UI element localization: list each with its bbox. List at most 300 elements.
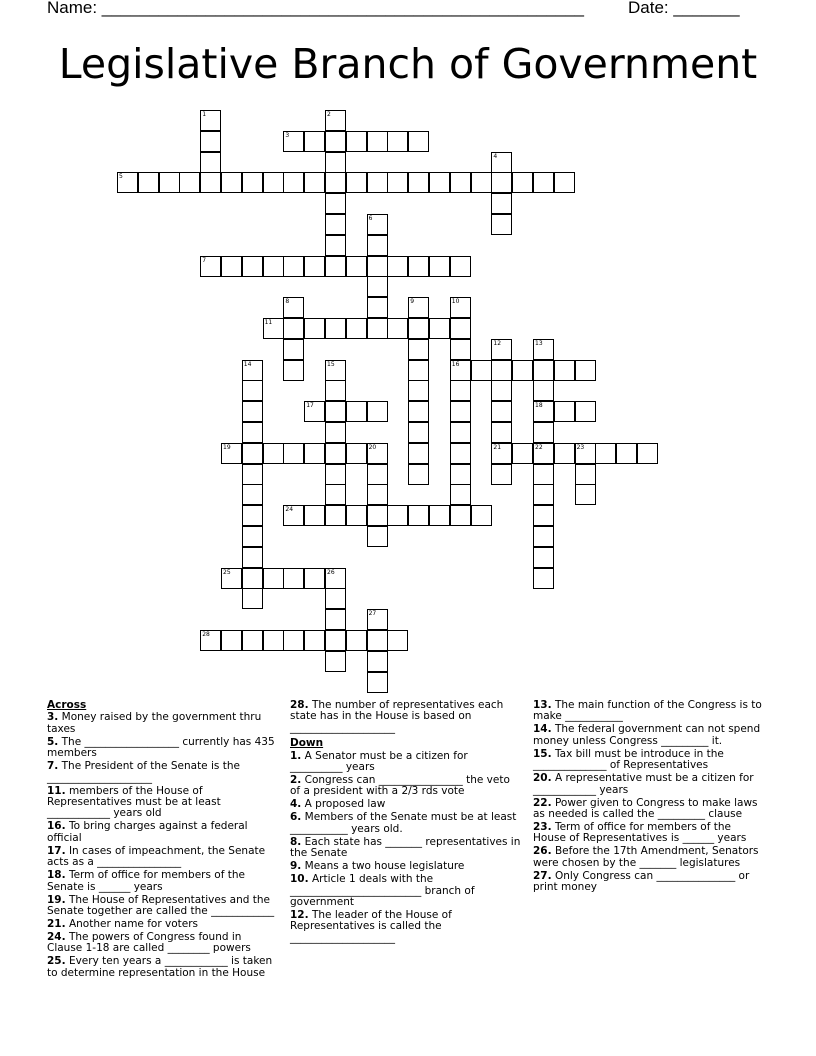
cell-number: 21	[493, 443, 502, 451]
crossword-cell[interactable]	[283, 318, 304, 339]
clue-number: 8.	[290, 835, 302, 848]
clue-number: 9.	[290, 860, 302, 873]
crossword-cell[interactable]	[471, 360, 492, 381]
clue-item	[290, 910, 522, 944]
crossword-cell[interactable]	[242, 630, 263, 651]
crossword-cell[interactable]	[242, 484, 263, 505]
crossword-cell[interactable]	[283, 360, 304, 381]
clue-item	[47, 786, 279, 820]
crossword-cell[interactable]	[346, 131, 367, 152]
crossword-cell[interactable]	[263, 318, 284, 339]
crossword-cell[interactable]	[450, 297, 471, 318]
across-heading: Across	[47, 699, 87, 711]
crossword-cell[interactable]	[450, 401, 471, 422]
crossword-cell[interactable]	[367, 484, 388, 505]
clue-number: 19.	[47, 893, 66, 906]
crossword-cell[interactable]	[159, 172, 180, 193]
crossword-cell[interactable]	[367, 651, 388, 672]
crossword-cell[interactable]	[242, 443, 263, 464]
clue-number: 21.	[47, 918, 66, 931]
crossword-cell[interactable]	[408, 464, 429, 485]
crossword-cell[interactable]	[283, 505, 304, 526]
clue-item	[290, 812, 522, 835]
crossword-cell[interactable]	[263, 172, 284, 193]
crossword-cell[interactable]	[263, 630, 284, 651]
clue-text: A proposed law	[304, 798, 386, 811]
crossword-cell[interactable]	[387, 172, 408, 193]
crossword-cell[interactable]	[242, 401, 263, 422]
crossword-cell[interactable]	[533, 526, 554, 547]
clue-item	[290, 751, 522, 774]
cell-number: 9	[410, 298, 415, 306]
crossword-cell[interactable]	[408, 360, 429, 381]
crossword-cell[interactable]	[450, 318, 471, 339]
crossword-cell[interactable]	[221, 568, 242, 589]
crossword-cell[interactable]	[387, 318, 408, 339]
clue-number: 26.	[533, 845, 552, 858]
clue-item	[47, 712, 279, 735]
crossword-cell[interactable]	[304, 172, 325, 193]
clue-text: The main function of the Congress is to make ___________	[533, 699, 762, 723]
crossword-cell[interactable]	[346, 401, 367, 422]
cell-number: 17	[306, 402, 314, 410]
crossword-cell[interactable]	[450, 360, 471, 381]
clue-item	[47, 932, 279, 955]
crossword-cell[interactable]	[408, 339, 429, 360]
clue-text: The federal government can not spend money unless Congress _________ it.	[533, 723, 761, 747]
crossword-cell[interactable]	[325, 568, 346, 589]
clue-item	[47, 737, 279, 760]
crossword-cell[interactable]	[367, 672, 388, 693]
crossword-cell[interactable]	[325, 235, 346, 256]
crossword-cell[interactable]	[367, 401, 388, 422]
clue-item	[290, 861, 522, 872]
crossword-cell[interactable]	[304, 256, 325, 277]
crossword-cell[interactable]	[346, 443, 367, 464]
crossword-cell[interactable]	[304, 401, 325, 422]
crossword-cell[interactable]	[263, 568, 284, 589]
crossword-cell[interactable]	[533, 380, 554, 401]
crossword-cell[interactable]	[117, 172, 138, 193]
crossword-cell[interactable]	[595, 443, 616, 464]
clue-item	[47, 919, 279, 930]
crossword-cell[interactable]	[242, 526, 263, 547]
crossword-cell[interactable]	[450, 484, 471, 505]
crossword-cell[interactable]	[221, 630, 242, 651]
crossword-cell[interactable]	[325, 464, 346, 485]
crossword-cell[interactable]	[325, 110, 346, 131]
crossword-cell[interactable]	[367, 214, 388, 235]
crossword-cell[interactable]	[491, 152, 512, 173]
crossword-cell[interactable]	[325, 505, 346, 526]
crossword-cell[interactable]	[450, 505, 471, 526]
crossword-cell[interactable]	[471, 172, 492, 193]
crossword-cell[interactable]	[533, 547, 554, 568]
clue-item	[47, 956, 279, 979]
clue-text: Power given to Congress to make laws as needed is called the _________ clause	[533, 796, 758, 821]
crossword-cell[interactable]	[367, 609, 388, 630]
clue-text: Another name for voters	[68, 918, 198, 931]
crossword-cell[interactable]	[304, 318, 325, 339]
crossword-cell[interactable]	[533, 172, 554, 193]
clue-text: Every ten years a ____________ is taken to determine representation in the House	[47, 955, 273, 979]
crossword-cell[interactable]	[283, 630, 304, 651]
crossword-cell[interactable]	[283, 339, 304, 360]
crossword-cell[interactable]	[325, 380, 346, 401]
cell-number: 1	[202, 111, 207, 118]
crossword-cell[interactable]	[533, 505, 554, 526]
crossword-cell[interactable]	[408, 401, 429, 422]
clue-number: 23.	[533, 821, 552, 834]
clue-item	[533, 773, 765, 796]
clue-item	[533, 749, 765, 772]
crossword-cell[interactable]	[346, 630, 367, 651]
cell-number: 24	[285, 506, 294, 514]
clue-text: Each state has _______ representatives in the Senate	[290, 835, 521, 860]
clue-text: The number of representatives each state has in the House is based on ____________________	[290, 699, 504, 734]
clue-text: Congress can ________________ the veto of a president with a 2/3 rds vote	[290, 774, 510, 798]
clue-number: 6.	[290, 811, 302, 824]
crossword-cell[interactable]	[242, 568, 263, 589]
crossword-cell[interactable]	[325, 609, 346, 630]
crossword-cell[interactable]	[346, 505, 367, 526]
crossword-cell[interactable]	[200, 172, 221, 193]
cell-number: 13	[535, 339, 543, 347]
cell-number: 3	[285, 131, 290, 139]
crossword-cell[interactable]	[408, 131, 429, 152]
down-clue-list	[290, 751, 522, 945]
crossword-cell[interactable]	[533, 464, 554, 485]
clue-text: A Senator must be a citizen for __________ years	[290, 749, 468, 774]
crossword-cell[interactable]	[367, 318, 388, 339]
crossword-cell[interactable]	[283, 256, 304, 277]
clue-item	[47, 821, 279, 844]
crossword-cell[interactable]	[367, 172, 388, 193]
crossword-cell[interactable]	[283, 443, 304, 464]
crossword-cell[interactable]	[325, 651, 346, 672]
crossword-cell[interactable]	[450, 464, 471, 485]
crossword-cell[interactable]	[325, 131, 346, 152]
crossword-cell[interactable]	[263, 443, 284, 464]
clue-item	[47, 761, 279, 784]
crossword-cell[interactable]	[283, 297, 304, 318]
crossword-cell[interactable]	[408, 443, 429, 464]
clue-text: A representative must be a citizen for ____________ years	[533, 772, 754, 796]
crossword-cell[interactable]	[408, 422, 429, 443]
crossword-cell[interactable]	[408, 256, 429, 277]
crossword-cell[interactable]	[304, 131, 325, 152]
crossword-cell[interactable]	[637, 443, 658, 464]
clue-number: 10.	[290, 873, 309, 886]
name-field[interactable]: Name: ___________________________________________________	[47, 0, 584, 17]
crossword-cell[interactable]	[471, 505, 492, 526]
clue-number: 25.	[47, 955, 66, 968]
crossword-cell[interactable]	[512, 360, 533, 381]
crossword-cell[interactable]	[575, 464, 596, 485]
crossword-cell[interactable]	[575, 401, 596, 422]
crossword-cell[interactable]	[304, 630, 325, 651]
clue-text: In cases of impeachment, the Senate acts as a ________________	[47, 844, 266, 869]
crossword-cell[interactable]	[325, 193, 346, 214]
crossword-cell[interactable]	[408, 172, 429, 193]
cell-number: 23	[576, 443, 585, 451]
crossword-cell[interactable]	[387, 256, 408, 277]
clue-number: 11.	[47, 784, 66, 797]
crossword-cell[interactable]	[367, 276, 388, 297]
cell-number: 27	[368, 610, 377, 618]
crossword-cell[interactable]	[533, 360, 554, 381]
cell-number: 18	[535, 402, 543, 410]
crossword-cell[interactable]	[242, 256, 263, 277]
clue-column-3	[533, 700, 765, 895]
crossword-cell[interactable]	[367, 131, 388, 152]
crossword-cell[interactable]	[283, 172, 304, 193]
crossword-cell[interactable]	[512, 443, 533, 464]
crossword-cell[interactable]	[346, 256, 367, 277]
crossword-cell[interactable]	[450, 256, 471, 277]
crossword-cell[interactable]	[325, 256, 346, 277]
crossword-cell[interactable]	[491, 172, 512, 193]
crossword-cell[interactable]	[367, 235, 388, 256]
crossword-cell[interactable]	[242, 588, 263, 609]
clue-text: The President of the Senate is the ____________________	[47, 760, 240, 784]
crossword-cell[interactable]	[429, 318, 450, 339]
crossword-cell[interactable]	[491, 193, 512, 214]
crossword-cell[interactable]	[325, 484, 346, 505]
clue-text: The House of Representatives and the Senate together are called the ____________	[47, 893, 275, 918]
crossword-cell[interactable]	[325, 422, 346, 443]
clue-text: Means a two house legislature	[304, 860, 465, 873]
clue-item	[290, 874, 522, 908]
cell-number: 19	[223, 443, 231, 451]
crossword-cell[interactable]	[242, 360, 263, 381]
clue-text: Members of the Senate must be at least ___________ years old.	[290, 811, 517, 835]
crossword-cell[interactable]	[491, 464, 512, 485]
crossword-cell[interactable]	[450, 380, 471, 401]
crossword-cell[interactable]	[387, 630, 408, 651]
cell-number: 6	[368, 215, 373, 222]
cell-number: 22	[535, 443, 543, 451]
crossword-cell[interactable]	[200, 256, 221, 277]
crossword-cell[interactable]	[242, 380, 263, 401]
crossword-cell[interactable]	[346, 172, 367, 193]
cell-number: 8	[285, 298, 290, 306]
clue-text: members of the House of Representatives must be at least ____________ years old	[47, 784, 221, 820]
crossword-cell[interactable]	[367, 526, 388, 547]
crossword-cell[interactable]	[325, 214, 346, 235]
crossword-cell[interactable]	[325, 172, 346, 193]
crossword-cell[interactable]	[221, 256, 242, 277]
crossword-cell[interactable]	[283, 131, 304, 152]
crossword-cell[interactable]	[533, 568, 554, 589]
clue-item	[533, 798, 765, 821]
cell-number: 26	[327, 568, 335, 576]
crossword-cell[interactable]	[429, 172, 450, 193]
clue-number: 24.	[47, 931, 66, 944]
cell-number: 28	[202, 631, 210, 638]
crossword-cell[interactable]	[429, 505, 450, 526]
crossword-cell[interactable]	[491, 214, 512, 235]
crossword-cell[interactable]	[512, 172, 533, 193]
clue-item	[290, 775, 522, 798]
clue-item	[47, 870, 279, 893]
clue-text: To bring charges against a federal official	[47, 820, 248, 844]
cell-number: 5	[119, 173, 123, 181]
clue-text: Money raised by the government thru taxes	[47, 711, 262, 735]
crossword-cell[interactable]	[325, 588, 346, 609]
crossword-cell[interactable]	[367, 443, 388, 464]
clue-item	[533, 724, 765, 747]
crossword-cell[interactable]	[533, 339, 554, 360]
clue-number: 13.	[533, 699, 552, 711]
crossword-cell[interactable]	[533, 422, 554, 443]
crossword-cell[interactable]	[304, 568, 325, 589]
clue-number: 17.	[47, 844, 66, 857]
crossword-cell[interactable]	[450, 339, 471, 360]
crossword-cell[interactable]	[325, 318, 346, 339]
crossword-cell[interactable]	[554, 172, 575, 193]
crossword-cell[interactable]	[450, 443, 471, 464]
crossword-cell[interactable]	[138, 172, 159, 193]
clue-number: 1.	[290, 749, 302, 762]
cell-number: 15	[327, 360, 335, 368]
clue-number: 14.	[533, 723, 552, 736]
clue-text: Tax bill must be introduce in the ______________ of Representatives	[533, 747, 724, 772]
crossword-cell[interactable]	[575, 484, 596, 505]
crossword-cell[interactable]	[491, 401, 512, 422]
crossword-cell[interactable]	[491, 339, 512, 360]
clue-item	[47, 846, 279, 869]
crossword-cell[interactable]	[179, 172, 200, 193]
clue-text: Term of office for members of the Senate is ______ years	[47, 869, 245, 893]
cell-number: 16	[451, 360, 460, 368]
crossword-cell[interactable]	[304, 443, 325, 464]
crossword-cell[interactable]	[304, 505, 325, 526]
cell-number: 10	[451, 298, 460, 306]
clue-text: The leader of the House of Representatives is called the ____________________	[290, 909, 452, 944]
crossword-cell[interactable]	[408, 380, 429, 401]
crossword-cell[interactable]	[263, 256, 284, 277]
clue-number: 27.	[533, 869, 552, 882]
crossword-cell[interactable]	[408, 318, 429, 339]
cell-number: 4	[493, 152, 498, 160]
crossword-cell[interactable]	[242, 505, 263, 526]
crossword-cell[interactable]	[387, 131, 408, 152]
clue-item	[533, 846, 765, 869]
crossword-cell[interactable]	[200, 131, 221, 152]
crossword-cell[interactable]	[554, 360, 575, 381]
clue-item	[533, 871, 765, 894]
cell-number: 7	[202, 256, 207, 264]
crossword-cell[interactable]	[325, 443, 346, 464]
date-field[interactable]: Date: _______	[628, 0, 740, 17]
crossword-cell[interactable]	[200, 110, 221, 131]
crossword-cell[interactable]	[491, 443, 512, 464]
cell-number: 25	[223, 568, 231, 576]
clue-text: Before the 17th Amendment, Senators were chosen by the _______ legislatures	[533, 845, 759, 869]
clue-number: 15.	[533, 747, 552, 760]
crossword-cell[interactable]	[242, 464, 263, 485]
crossword-cell[interactable]	[429, 256, 450, 277]
clue-number: 5.	[47, 735, 59, 748]
clue-text: The powers of Congress found in Clause 1-18 are called ________ powers	[47, 931, 251, 955]
clue-text: Article 1 deals with the _________________________ branch of government	[290, 873, 475, 909]
crossword-cell[interactable]	[408, 505, 429, 526]
cell-number: 12	[493, 339, 502, 347]
clue-item	[533, 700, 765, 723]
crossword-cell[interactable]	[200, 152, 221, 173]
cell-number: 14	[243, 360, 252, 368]
crossword-cell[interactable]	[367, 256, 388, 277]
across-clue-list	[47, 712, 279, 979]
crossword-cell[interactable]	[533, 484, 554, 505]
crossword-cell[interactable]	[491, 380, 512, 401]
clue-item	[533, 822, 765, 845]
crossword-cell[interactable]	[221, 172, 242, 193]
cell-number: 11	[264, 319, 273, 326]
crossword-cell[interactable]	[533, 401, 554, 422]
clue-text: The __________________ currently has 435 members	[47, 735, 275, 760]
crossword-cell[interactable]	[554, 401, 575, 422]
crossword-cell[interactable]	[491, 360, 512, 381]
crossword-cell[interactable]	[575, 443, 596, 464]
crossword-cell[interactable]	[554, 443, 575, 464]
crossword-cell[interactable]	[408, 297, 429, 318]
clue-number: 20.	[533, 772, 552, 785]
crossword-cell[interactable]	[616, 443, 637, 464]
crossword-cell[interactable]	[575, 360, 596, 381]
crossword-cell[interactable]	[221, 443, 242, 464]
crossword-cell[interactable]	[367, 297, 388, 318]
clue-column-2	[290, 700, 522, 946]
crossword-cell[interactable]	[242, 172, 263, 193]
clue-number: 28.	[290, 699, 309, 711]
crossword-cell[interactable]	[367, 464, 388, 485]
crossword-cell[interactable]	[387, 505, 408, 526]
clue-column-1	[47, 700, 279, 981]
crossword-cell[interactable]	[346, 318, 367, 339]
crossword-cell[interactable]	[325, 152, 346, 173]
crossword-cell[interactable]	[450, 422, 471, 443]
cell-number: 20	[368, 443, 377, 451]
crossword-cell[interactable]	[325, 401, 346, 422]
crossword-cell[interactable]	[325, 360, 346, 381]
crossword-cell[interactable]	[200, 630, 221, 651]
clue-item	[290, 700, 522, 734]
clue-number: 16.	[47, 820, 66, 833]
clue-number: 12.	[290, 909, 309, 922]
crossword-cell[interactable]	[450, 172, 471, 193]
down-heading: Down	[290, 737, 324, 750]
clue-item	[47, 895, 279, 918]
clue-number: 3.	[47, 711, 59, 724]
crossword-cell[interactable]	[533, 443, 554, 464]
clue-item	[290, 799, 522, 810]
clue-number: 7.	[47, 760, 59, 773]
crossword-cell[interactable]	[242, 547, 263, 568]
crossword-cell[interactable]	[325, 630, 346, 651]
crossword-cell[interactable]	[367, 630, 388, 651]
crossword-cell[interactable]	[491, 422, 512, 443]
crossword-cell[interactable]	[283, 568, 304, 589]
clue-number: 2.	[290, 774, 302, 787]
crossword-cell[interactable]	[242, 422, 263, 443]
page-title: Legislative Branch of Government	[58, 40, 758, 88]
cell-number: 2	[327, 111, 331, 118]
crossword-cell[interactable]	[367, 505, 388, 526]
clue-text: Only Congress can _______________ or print money	[533, 869, 750, 894]
clue-item	[290, 837, 522, 860]
